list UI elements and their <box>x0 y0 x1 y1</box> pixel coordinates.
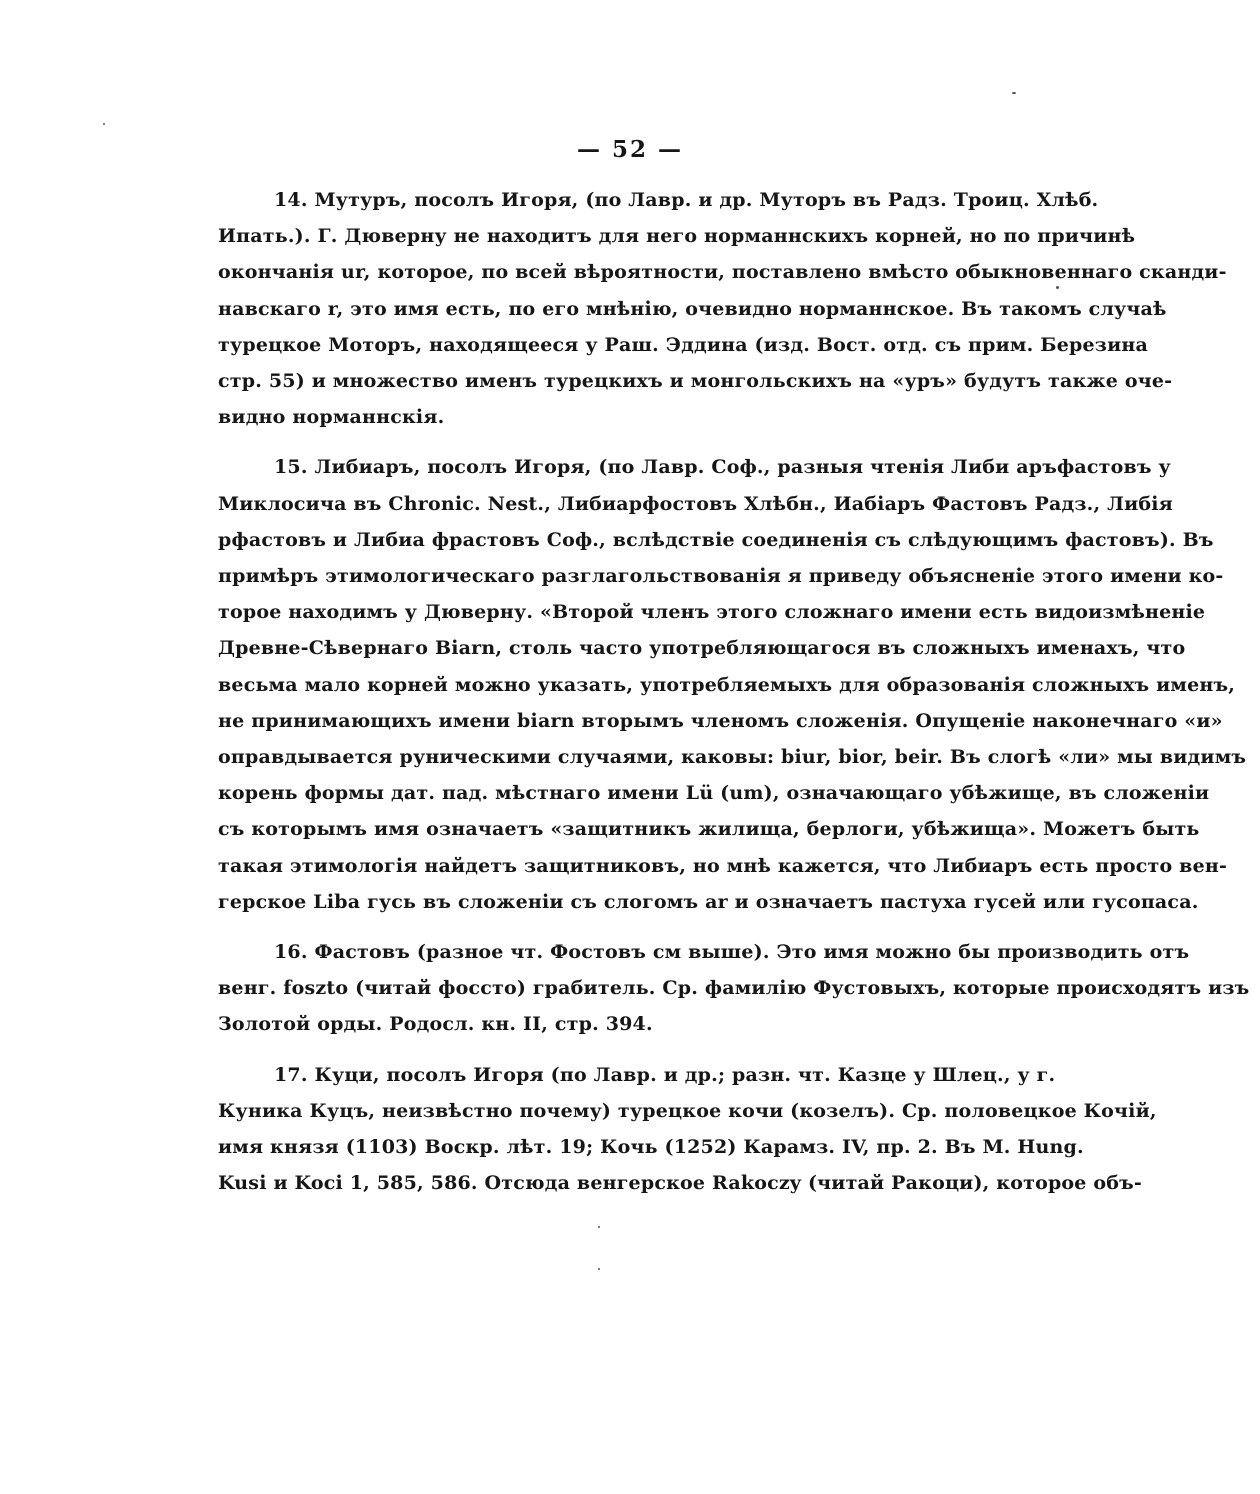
text-line: корень формы дат. пад. мѣстнаго имени Lü (um), означающаго убѣжище, въ сложеніи <box>218 782 1210 805</box>
text-line: торое находимъ у Дюверну. «Второй членъ этого сложнаго имени есть видоизмѣненіе <box>218 601 1206 624</box>
text-line: рфастовъ и Либиа фрастовъ Соф., вслѣдствіе соединенія съ слѣдующимъ фастовъ). Въ <box>218 528 1214 551</box>
text-line: стр. 55) и множество именъ турецкихъ и монгольскихъ на «уръ» будутъ также оче- <box>218 370 1173 393</box>
text-line: оправдывается руническими случаями, каковы: biur, bior, beir. Въ слогѣ «ли» мы видимъ <box>218 746 1247 769</box>
text-line: Древне-Сѣвернаго Biarn, столь часто употребляющагося въ сложныхъ именахъ, что <box>218 637 1186 660</box>
body-text <box>218 182 1250 1201</box>
text-line: не принимающихъ имени biarn вторымъ членомъ сложенія. Опущеніе наконечнаго «и» <box>218 709 1223 732</box>
text-line: навскаго r, это имя есть, по его мнѣнію, очевидно норманнское. Въ такомъ случаѣ <box>218 297 1167 320</box>
text-line: 17. Куци, посолъ Игоря (по Лавр. и др.; разн. чт. Казце у Шлец., у г. <box>274 1063 1056 1086</box>
paragraph-17 <box>218 1057 1157 1202</box>
scan-speck <box>1012 92 1016 94</box>
scan-speck <box>598 1226 600 1228</box>
scan-speck <box>103 123 105 125</box>
paragraph-15 <box>218 449 1247 920</box>
text-line: окончанія ur, которое, по всей вѣроятности, поставлено вмѣсто обыкновеннаго сканди- <box>218 261 1227 284</box>
text-line: имя князя (1103) Воскр. лѣт. 19; Кочь (1252) Карамз. IV, пр. 2. Въ М. Hung. <box>218 1136 1084 1159</box>
text-line: 15. Либиаръ, посолъ Игоря, (по Лавр. Соф., разныя чтенія Либи аръфастовъ у <box>274 456 1171 479</box>
paragraph-16 <box>218 934 1250 1043</box>
text-line: турецкое Моторъ, находящееся у Раш. Эддина (изд. Вост. отд. съ прим. Березина <box>218 333 1148 356</box>
text-line: видно норманнскія. <box>218 406 445 429</box>
paragraph-14 <box>218 182 1227 435</box>
text-line: 14. Мутуръ, посолъ Игоря, (по Лавр. и др. Муторъ въ Радз. Троиц. Хлѣб. <box>274 189 1099 211</box>
text-line: весьма мало корней можно указать, употребляемыхъ для образованія сложныхъ именъ, <box>218 673 1236 696</box>
text-line: Куника Куцъ, неизвѣстно почему) турецкое кочи (козелъ). Ср. половецкое Кочій, <box>218 1099 1157 1122</box>
text-line: Kusi и Kocі 1, 585, 586. Отсюда венгерское Rakoczy (читай Ракоци), которое объ- <box>218 1172 1143 1195</box>
text-line: примѣръ этимологическаго разглагольствованія я приведу объясненіе этого имени ко- <box>218 565 1224 588</box>
text-line: герское Liba гусь въ сложеніи съ слогомъ ar и означаетъ пастуха гусей или гусопаса. <box>218 890 1199 913</box>
page-number: — 52 — <box>576 136 684 163</box>
text-line: 16. Фастовъ (разное чт. Фостовъ см выше). Это имя можно бы производить отъ <box>274 941 1190 964</box>
text-line: Миклосича въ Chronic. Nest., Либиарфостовъ Хлѣбн., Иабіаръ Фастовъ Радз., Либія <box>218 492 1173 515</box>
scan-speck <box>1056 286 1059 289</box>
text-line: венг. foszto (читай фоссто) грабитель. Ср. фамилію Фустовыхъ, которые происходятъ изъ <box>218 977 1250 1000</box>
text-line: Ипать.). Г. Дюверну не находитъ для него норманнскихъ корней, но по причинѣ <box>218 225 1136 248</box>
scan-speck <box>598 1268 600 1270</box>
text-line: съ которымъ имя означаетъ «защитникъ жилища, берлоги, убѣжища». Можетъ быть <box>218 818 1200 841</box>
text-line: Золотой орды. Родосл. кн. II, стр. 394. <box>218 1013 653 1036</box>
text-line: такая этимологія найдетъ защитниковъ, но мнѣ кажется, что Либиаръ есть просто вен- <box>218 854 1228 877</box>
